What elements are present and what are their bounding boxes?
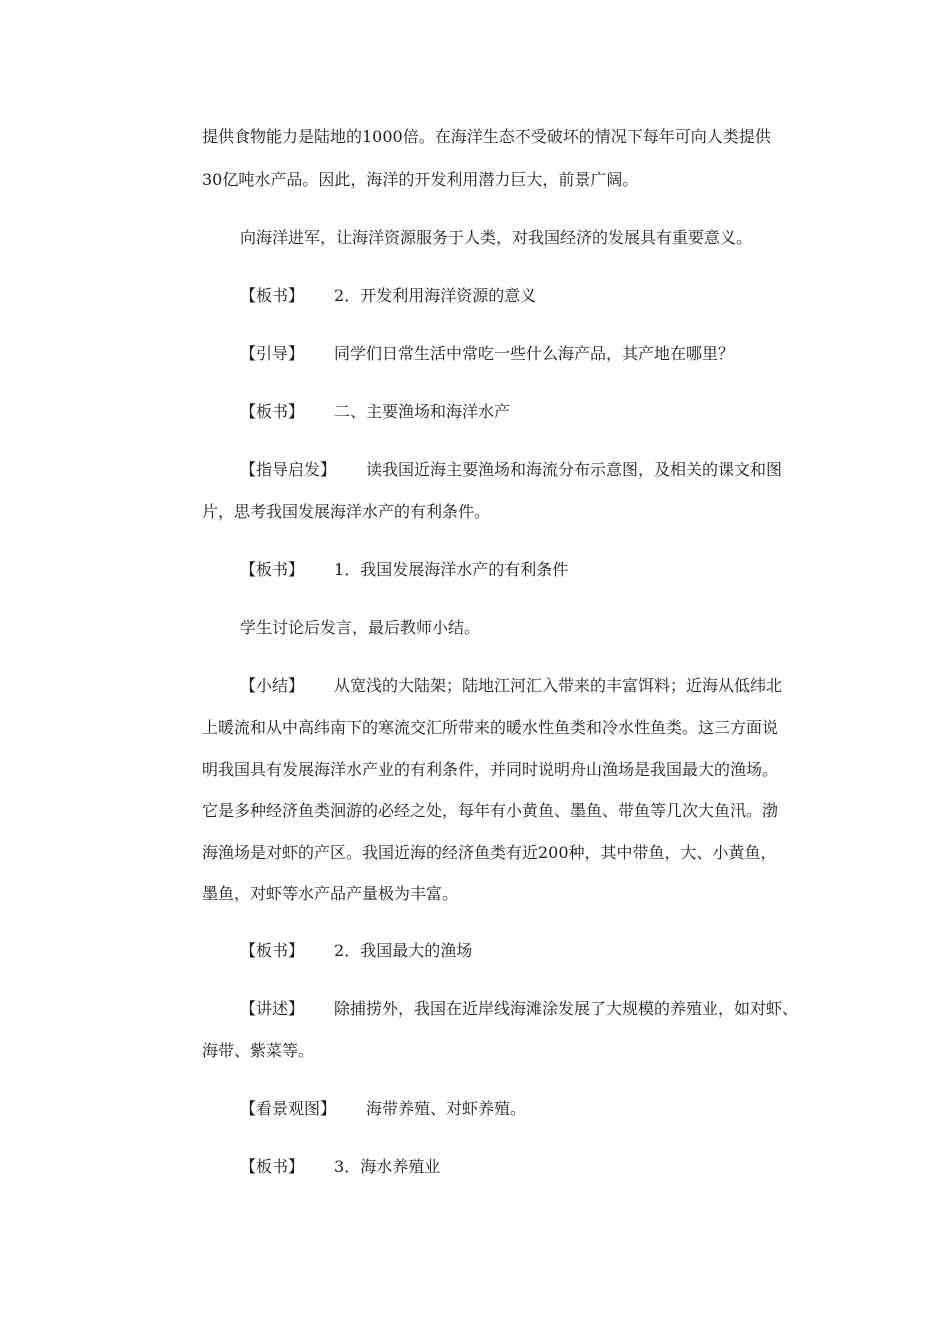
paragraph-line: 片，思考我国发展海洋水产的有利条件。 — [202, 502, 491, 521]
board-tag: 【板书】 — [240, 402, 305, 421]
board-text: 2．开发利用海洋资源的意义 — [334, 286, 537, 305]
instruction-tag: 【指导启发】 — [240, 460, 337, 479]
board-note-1 — [240, 286, 536, 306]
board-tag: 【板书】 — [240, 1157, 305, 1176]
view-picture-tag: 【看景观图】 — [240, 1099, 337, 1118]
lecture-note — [240, 999, 798, 1019]
instruction-text: 读我国近海主要渔场和海流分布示意图，及相关的课文和图 — [366, 460, 783, 479]
board-note-3 — [240, 560, 568, 580]
instruction-note — [240, 460, 782, 480]
paragraph-line: 上暖流和从中高纬南下的寒流交汇所带来的暖水性鱼类和冷水性鱼类。这三方面说 — [202, 718, 779, 737]
guide-text: 同学们日常生活中常吃一些什么海产品，其产地在哪里？ — [334, 344, 735, 363]
paragraph-line: 学生讨论后发言，最后教师小结。 — [240, 618, 481, 637]
paragraph-line: 明我国具有发展海洋水产业的有利条件，并同时说明舟山渔场是我国最大的渔场。 — [202, 760, 779, 779]
lecture-text: 除捕捞外，我国在近岸线海滩涂发展了大规模的养殖业，如对虾、 — [334, 999, 799, 1018]
paragraph-line: 海带、紫菜等。 — [202, 1041, 315, 1060]
summary-tag: 【小结】 — [240, 676, 305, 695]
board-text: 2．我国最大的渔场 — [334, 941, 473, 960]
board-tag: 【板书】 — [240, 941, 305, 960]
paragraph-line: 提供食物能力是陆地的1000倍。在海洋生态不受破坏的情况下每年可向人类提供 — [202, 127, 771, 146]
lecture-tag: 【讲述】 — [240, 999, 305, 1018]
board-note-5 — [240, 1157, 440, 1177]
board-note-4 — [240, 941, 472, 961]
view-picture-note — [240, 1099, 526, 1119]
paragraph-line: 它是多种经济鱼类洄游的必经之处，每年有小黄鱼、墨鱼、带鱼等几次大鱼汛。渤 — [202, 801, 779, 820]
summary-text: 从宽浅的大陆架；陆地江河汇入带来的丰富饵料；近海从低纬北 — [334, 676, 783, 695]
board-tag: 【板书】 — [240, 286, 305, 305]
paragraph-line: 海渔场是对虾的产区。我国近海的经济鱼类有近200种，其中带鱼，大、小黄鱼， — [202, 843, 777, 862]
paragraph-line: 30亿吨水产品。因此，海洋的开发利用潜力巨大，前景广阔。 — [202, 170, 639, 189]
board-tag: 【板书】 — [240, 560, 305, 579]
guide-note — [240, 344, 734, 364]
board-note-2 — [240, 402, 510, 422]
paragraph-line: 墨鱼，对虾等水产品产量极为丰富。 — [202, 884, 459, 903]
board-text: 二、主要渔场和海洋水产 — [334, 402, 511, 421]
guide-tag: 【引导】 — [240, 344, 305, 363]
view-picture-text: 海带养殖、对虾养殖。 — [366, 1099, 527, 1118]
summary-note — [240, 676, 782, 696]
board-text: 3．海水养殖业 — [334, 1157, 441, 1176]
board-text: 1．我国发展海洋水产的有利条件 — [334, 560, 569, 579]
paragraph-line: 向海洋进军，让海洋资源服务于人类，对我国经济的发展具有重要意义。 — [240, 228, 753, 247]
